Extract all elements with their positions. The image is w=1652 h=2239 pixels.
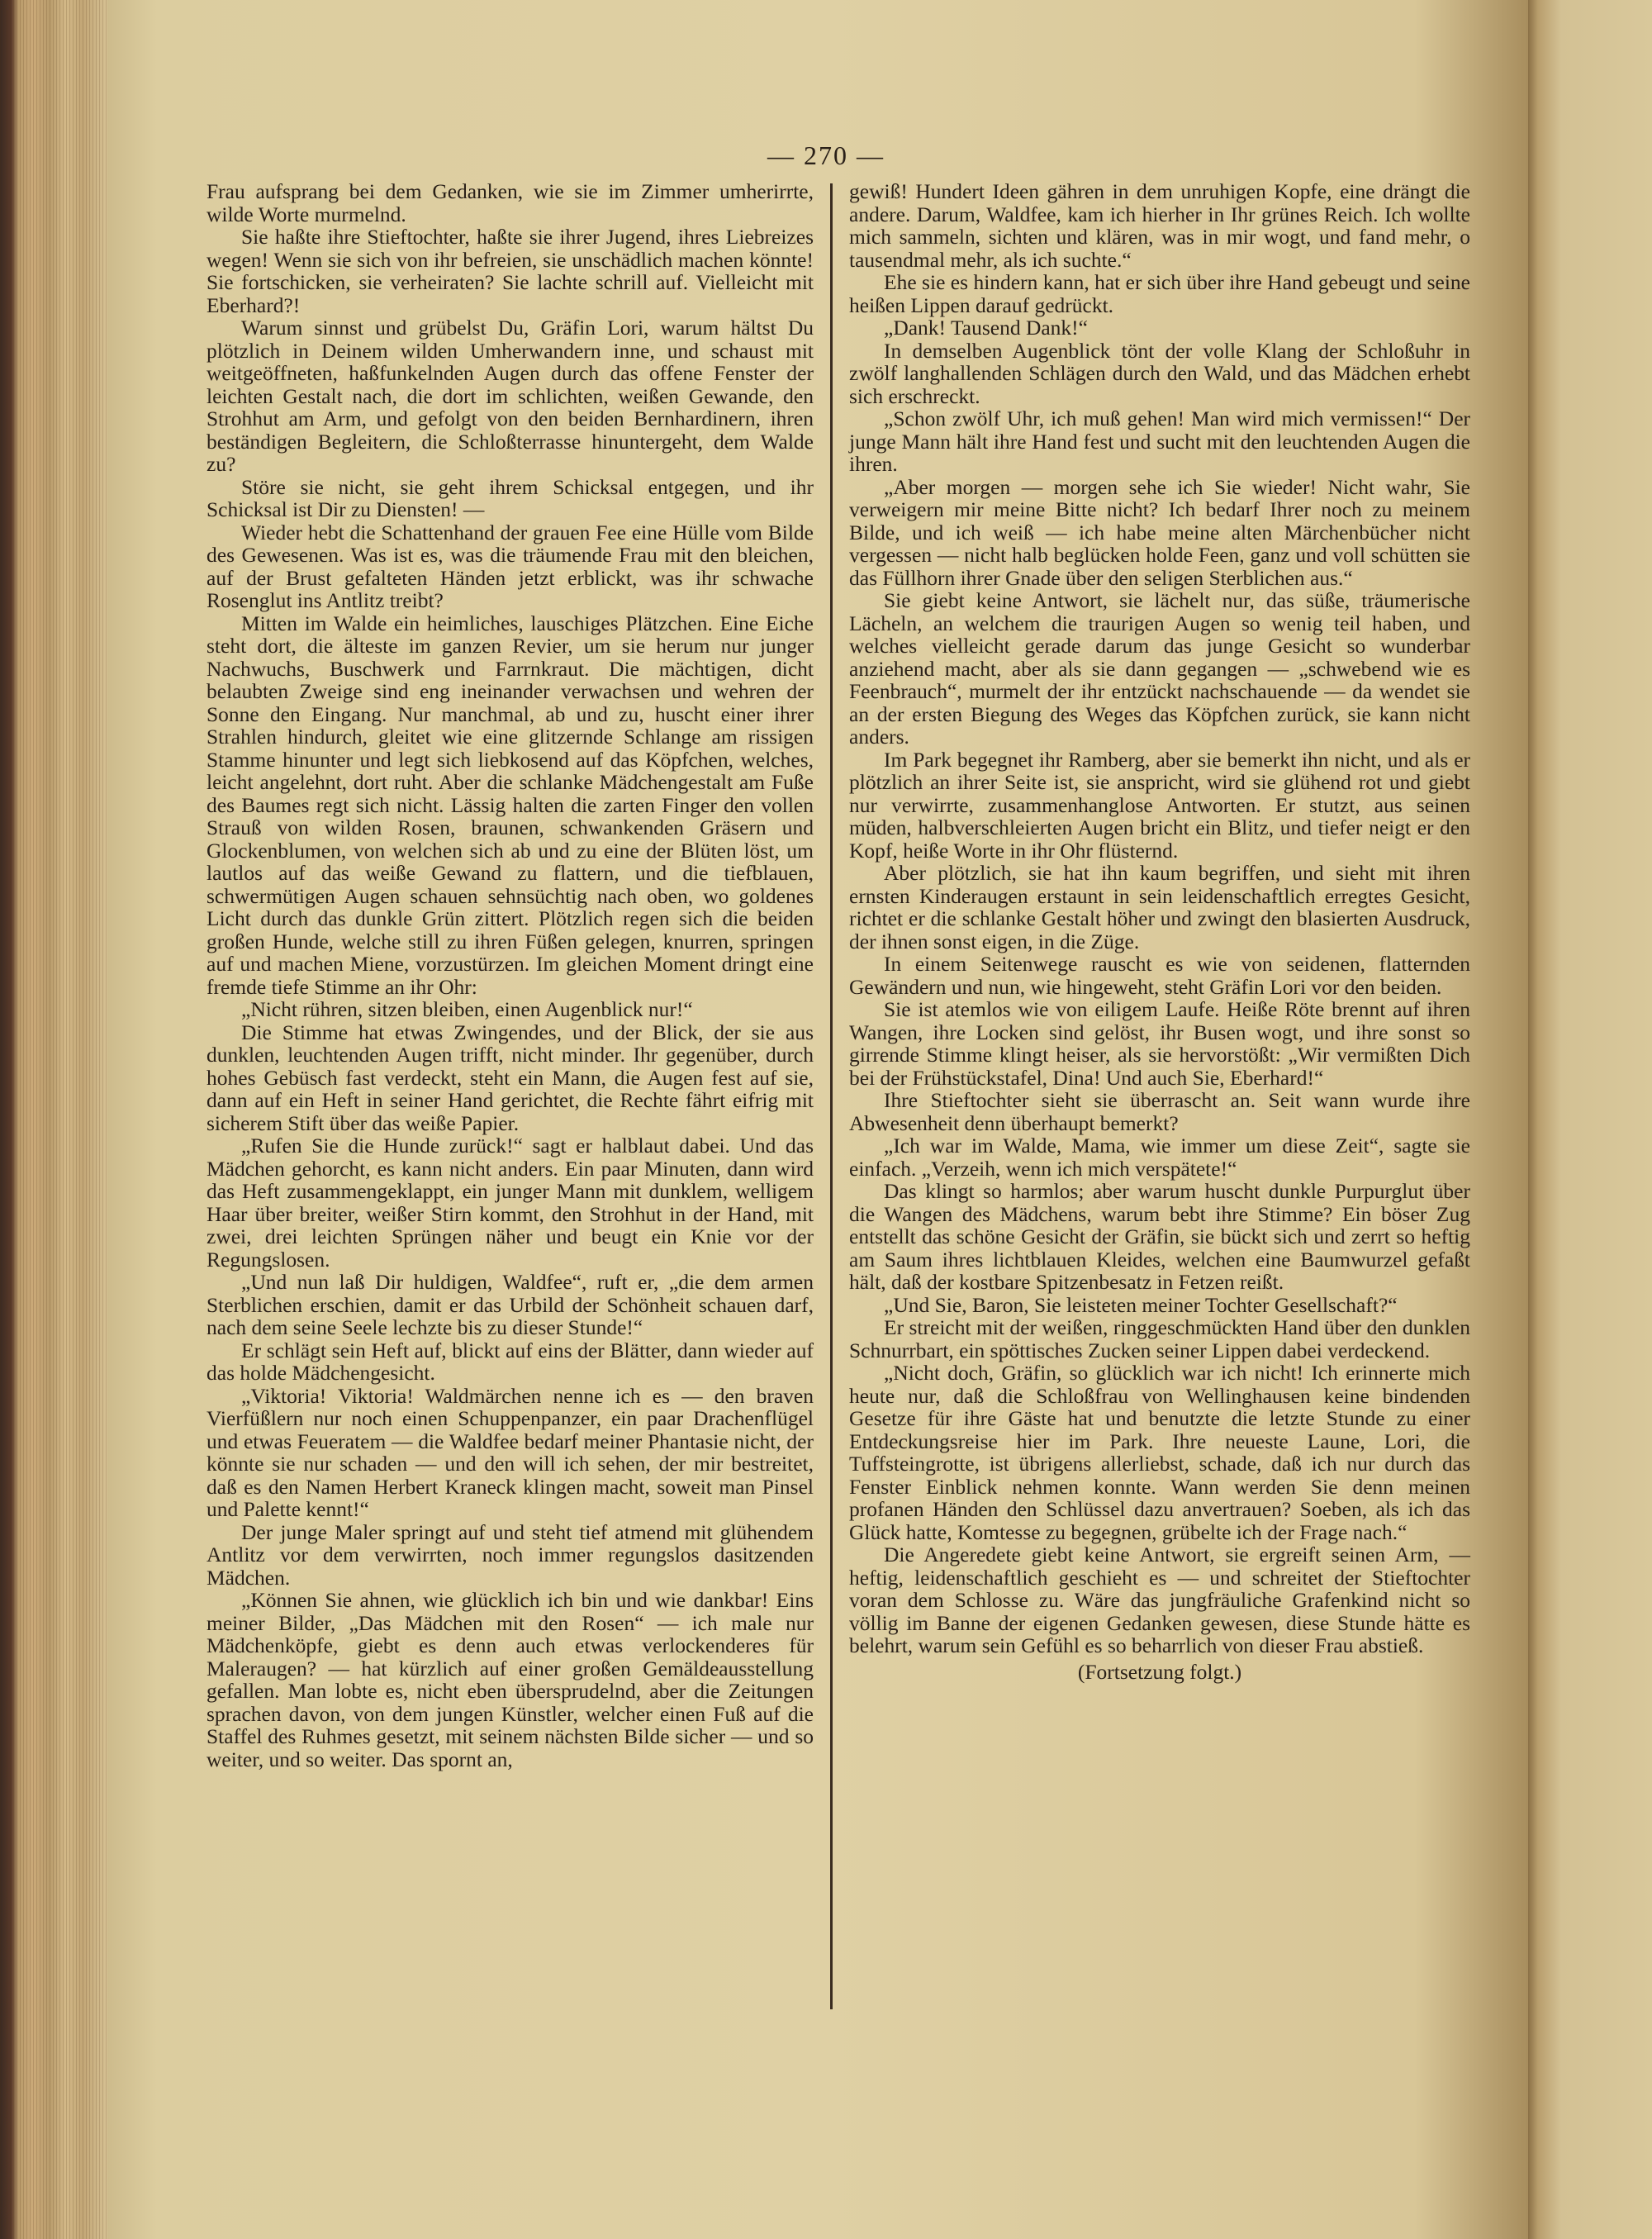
page-number: — 270 — bbox=[767, 140, 885, 170]
right-column bbox=[849, 180, 1470, 1683]
paragraph: Störe sie nicht, sie geht ihrem Schicksal entgegen, und ihr Schicksal ist Dir zu Diensten! — bbox=[206, 474, 814, 521]
paragraph: Sie ist atemlos wie von eiligem Laufe. Heiße Röte brennt auf ihren Wangen, ihre Locken sind gelöst, ihr Busen wogt, und ihre sonst so girrende Stimme klingt heiser, als sie hervorstößt: „Wir vermißten Dich bei der Frühstückstafel, Dina! Und auch Sie, Eberhard!“ bbox=[849, 997, 1470, 1090]
paragraph: „Schon zwölf Uhr, ich muß gehen! Man wird mich vermissen!“ Der junge Mann hält ihre Hand fest und sucht mit den leuchtenden Augen die ihren. bbox=[849, 406, 1470, 476]
paragraph: Frau aufsprang bei dem Gedanken, wie sie im Zimmer umherirrte, wilde Worte murmelnd. bbox=[206, 179, 814, 226]
paragraph: „Ich war im Walde, Mama, wie immer um diese Zeit“, sagte sie einfach. „Verzeih, wenn ich mich verspätete!“ bbox=[849, 1134, 1470, 1181]
paragraph: Mitten im Walde ein heimliches, lauschiges Plätzchen. Eine Eiche steht dort, die älteste im ganzen Revier, um sie herum nur junger Nachwuchs, Buschwerk und Farrnkraut. Die mächtigen, dicht belaubten Zweige sind eng ineinander verwachsen und wehren der Sonne den Eingang. Nur manchmal, ab und zu, huscht einer ihrer Strahlen hindurch, gleitet wie eine glitzernde Schlange am rissigen Stamme hinunter und legt sich liebkosend auf das Köpfchen, welches, leicht angelehnt, dort ruht. Aber die schlanke Mädchengestalt am Fuße des Baumes regt sich nicht. Lässig halten die zarten Finger den vollen Strauß von wilden Rosen, braunen, schwankenden Gräsern und Glockenblumen, von welchen sich ab und zu eine der Blüten löst, um lautlos auf das weiße Gewand zu flattern, und die tiefblauen, schwermütigen Augen schauen sehnsüchtig nach oben, wo goldenes Licht durch das dunkle Grün zittert. Plötzlich regen sich die beiden großen Hunde, welche still zu ihren Füßen gelegen, knurren, springen auf und machen Miene, vorzustürzen. Im gleichen Moment dringt eine fremde tiefe Stimme an ihr Ohr: bbox=[206, 611, 814, 999]
paragraph: Warum sinnst und grübelst Du, Gräfin Lori, warum hältst Du plötzlich in Deinem wilden Umherwandern inne, und schaust mit weitgeöffneten, haßfunkelnden Augen durch das offene Fenster der leichten Gestalt nach, die dort im schlichten, weißen Gewande, den Strohhut am Arm, und gefolgt von den beiden Bernhardinern, ihren beständigen Begleitern, die Schloßterrasse hinuntergeht, dem Walde zu? bbox=[206, 316, 814, 476]
paragraph: Sie giebt keine Antwort, sie lächelt nur, das süße, träumerische Lächeln, an welchem die traurigen Augen so wenig teil haben, und welches vielleicht gerade darum das junge Gesicht so wunderbar anziehend macht, aber als sie dann gegangen — „schwebend wie es Feenbrauch“, murmelt der ihr entzückt nachschauende — da wendet sie an der ersten Biegung des Weges das Köpfchen zurück, sie kann nicht anders. bbox=[849, 588, 1470, 749]
paragraph: „Aber morgen — morgen sehe ich Sie wieder! Nicht wahr, Sie verweigern mir meine Bitte nicht? Ich bedarf Ihrer noch zu meinem Bilde, und ich weiß — ich habe meine alten Märchenbücher nicht vergessen — nicht halb beglücken holde Feen, ganz und voll schütten sie das Füllhorn ihrer Gnade über den seligen Sterblichen aus.“ bbox=[849, 474, 1470, 590]
book-page-edges bbox=[0, 0, 107, 2239]
paragraph: „Nicht rühren, sitzen bleiben, einen Augenblick nur!“ bbox=[241, 997, 693, 1021]
paragraph: Wieder hebt die Schattenhand der grauen Fee eine Hülle vom Bilde des Gewesenen. Was ist es, was die träumende Frau mit den bleichen, auf der Brust gefalteten Händen jetzt erblickt, was ihr schwache Rosenglut ins Antlitz treibt? bbox=[206, 520, 814, 612]
adjacent-page-edge bbox=[1528, 0, 1652, 2239]
paragraph: Im Park begegnet ihr Ramberg, aber sie bemerkt ihn nicht, und als er plötzlich an ihrer Seite ist, sie anspricht, wird sie glühend rot und giebt nur verwirrte, zusammenhanglose Antworten. Er stutzt, aus seinen müden, halbverschleierten Augen bricht ein Blitz, und tiefer neigt er den Kopf, heiße Worte in ihr Ohr flüsternd. bbox=[849, 747, 1470, 863]
paragraph: „Und Sie, Baron, Sie leisteten meiner Tochter Gesellschaft?“ bbox=[884, 1292, 1398, 1317]
paragraph: Die Stimme hat etwas Zwingendes, und der Blick, der sie aus dunklen, leuchtenden Augen trifft, nicht minder. Ihr gegenüber, durch hohes Gebüsch fast verdeckt, steht ein Mann, die Augen fest auf sie, dann auf ein Heft in seiner Hand gerichtet, die Rechte fährt eifrig mit sicherem Stift über das weiße Papier. bbox=[206, 1020, 814, 1135]
paragraph: Ehe sie es hindern kann, hat er sich über ihre Hand gebeugt und seine heißen Lippen darauf gedrückt. bbox=[849, 270, 1470, 317]
paragraph: „Viktoria! Viktoria! Waldmärchen nenne ich es — den braven Vierfüßlern nur noch einen Schuppenpanzer, ein paar Drachenflügel und etwas Feueratem — die Waldfee bedarf meiner Phantasie nicht, der könnte sie nur schaden — und den will ich sehen, der mir bestreitet, daß es den Namen Herbert Kraneck klingen macht, soweit man Pinsel und Palette kennt!“ bbox=[206, 1383, 814, 1521]
paragraph: Er schlägt sein Heft auf, blickt auf eins der Blätter, dann wieder auf das holde Mädchengesicht. bbox=[206, 1338, 814, 1385]
paragraph: „Und nun laß Dir huldigen, Waldfee“, ruft er, „die dem armen Sterblichen erschien, damit er das Urbild der Schönheit schauen darf, nach dem seine Seele lechzte bis zu dieser Stunde!“ bbox=[206, 1270, 814, 1339]
paragraph: „Rufen Sie die Hunde zurück!“ sagt er halblaut dabei. Und das Mädchen gehorcht, es kann nicht anders. Ein paar Minuten, dann wird das Heft zusammengeklappt, ein junger Mann mit dunklem, welligem Haar über breiter, weißer Stirn kommt, den Strohhut in der Hand, mit zwei, drei leichten Sprüngen näher und beugt ein Knie vor der Regungslosen. bbox=[206, 1134, 814, 1272]
paragraph: Der junge Maler springt auf und steht tief atmend mit glühendem Antlitz vor dem verwirrten, noch immer regungslos dasitzenden Mädchen. bbox=[206, 1519, 814, 1590]
paragraph: In demselben Augenblick tönt der volle Klang der Schloßuhr in zwölf langhallenden Schlägen durch den Wald, und das Mädchen erhebt sich erschreckt. bbox=[849, 338, 1470, 408]
paragraph: Die Angeredete giebt keine Antwort, sie ergreift seinen Arm, — heftig, leidenschaftlich geschieht es — und schreitet der Stieftochter voran dem Schlosse zu. Wäre das jungfräuliche Grafenkind nicht so völlig im Banne der eigenen Gedanken gewesen, diese Stunde hätte es belehrt, warum sein Gefühl es so beharrlich von dieser Frau abstieß. bbox=[849, 1543, 1470, 1657]
paragraph: „Dank! Tausend Dank!“ bbox=[884, 316, 1088, 340]
paragraph: Das klingt so harmlos; aber warum huscht dunkle Purpurglut über die Wangen des Mädchens, warum bebt ihre Stimme? Ein böser Zug entstellt das schöne Gesicht der Gräfin, sie bückt sich und zerrt so heftig am Saum ihres lichtblauen Kleides, welchen eine Baumwurzel gefaßt hält, daß der kostbare Spitzenbesatz in Fetzen reißt. bbox=[849, 1179, 1470, 1294]
paragraph: Sie haßte ihre Stieftochter, haßte sie ihrer Jugend, ihres Liebreizes wegen! Wenn sie sich von ihr befreien, sie unschädlich machen könnte! Sie fortschicken, sie verheiraten? Sie lachte schrill auf. Vielleicht mit Eberhard?! bbox=[206, 225, 814, 317]
continuation-note: (Fortsetzung folgt.) bbox=[1077, 1659, 1242, 1684]
paragraph: „Nicht doch, Gräfin, so glücklich war ich nicht! Ich erinnerte mich heute nur, daß die Schloßfrau von Wellinghausen keine bindenden Gesetze für ihre Gäste hat und benutzte die letzte Stunde zu einer Entdeckungsreise hier im Park. Ihre neueste Laune, Lori, die Tuffsteingrotte, ist übrigens allerliebst, schade, daß ich nur durch das Fenster Einblick nehmen konnte. Wann werden Sie denn meinen profanen Händen den Schlüssel dazu anvertrauen? Soeben, als ich das Glück hatte, Komtesse zu begegnen, grübelte ich der Frage nach.“ bbox=[849, 1361, 1470, 1544]
column-divider bbox=[830, 183, 833, 2009]
left-column bbox=[206, 180, 814, 1771]
paragraph: In einem Seitenwege rauscht es wie von seidenen, flatternden Gewändern und nun, wie hingeweht, steht Gräfin Lori vor den beiden. bbox=[849, 952, 1470, 999]
paragraph: Er streicht mit der weißen, ringgeschmückten Hand über den dunklen Schnurrbart, ein spöttisches Zucken seiner Lippen dabei verdeckend. bbox=[849, 1315, 1470, 1362]
paragraph: „Können Sie ahnen, wie glücklich ich bin und wie dankbar! Eins meiner Bilder, „Das Mädchen mit den Rosen“ — ich male nur Mädchenköpfe, giebt es denn auch etwas verlockenderes für Maleraugen? — hat kürzlich auf einer großen Gemäldeausstellung gefallen. Man lobte es, nicht eben übersprudelnd, aber die Zeitungen sprachen davon, von dem jungen Künstler, welcher einen Fuß auf die Staffel des Ruhmes gesetzt, mit seinem nächsten Bilde sicher — und so weiter, und so weiter. Das spornt an, bbox=[206, 1588, 814, 1771]
paragraph: Ihre Stieftochter sieht sie überrascht an. Seit wann wurde ihre Abwesenheit denn überhaupt bemerkt? bbox=[849, 1088, 1470, 1135]
paragraph: Aber plötzlich, sie hat ihn kaum begriffen, und sieht mit ihren ernsten Kinderaugen erstaunt in sein leidenschaftlich erregtes Gesicht, richtet er die schlanke Gestalt höher und zwingt den blasierten Ausdruck, der ihnen sonst eigen, in die Züge. bbox=[849, 861, 1470, 953]
paragraph: gewiß! Hundert Ideen gähren in dem unruhigen Kopfe, eine drängt die andere. Darum, Waldfee, kam ich hierher in Ihr grünes Reich. Ich wollte mich sammeln, sichten und klären, was in mir wogt, und fand mehr, o tausendmal mehr, als ich suchte.“ bbox=[849, 179, 1470, 272]
